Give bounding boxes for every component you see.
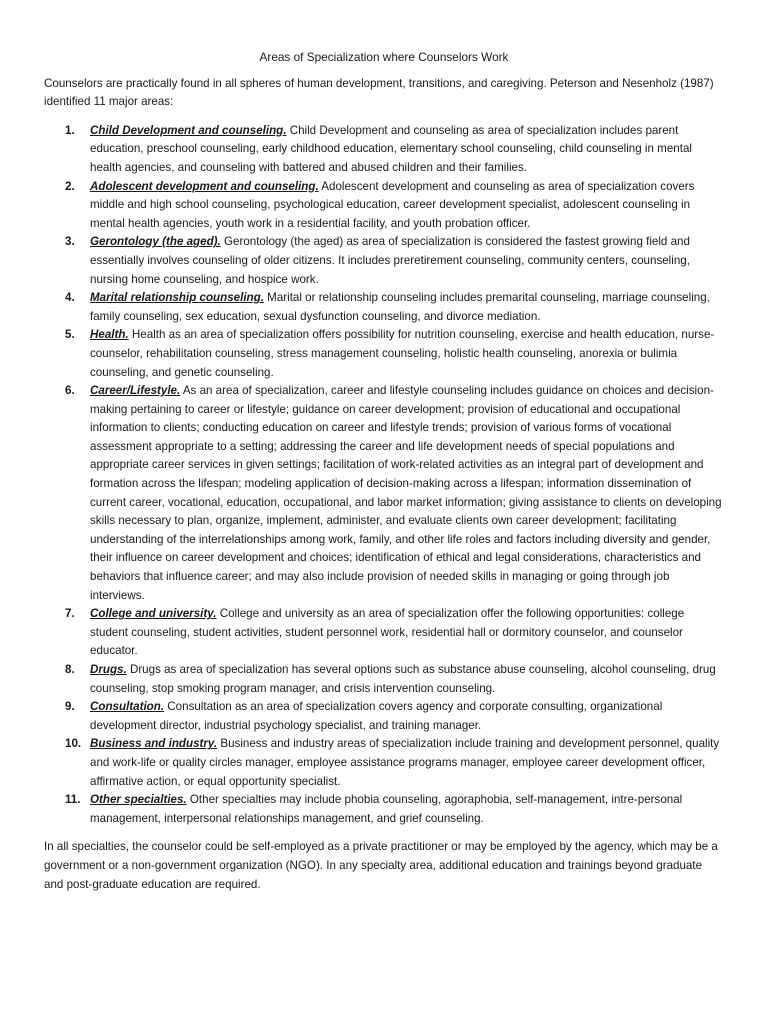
item-body: Marital or relationship counseling includes premarital counseling, marriage counseling, family counseling, sex education, sexual dysfunction counseling, and divorce mediation. [90,291,710,323]
item-number: 3. [65,235,75,249]
list-item [44,661,724,698]
item-number: 5. [65,328,75,342]
list-item [44,178,724,234]
list-item [44,289,724,326]
item-heading: Health. [90,328,129,342]
item-heading: Marital relationship counseling. [90,291,264,305]
list-item [44,791,724,828]
item-body: Adolescent development and counseling as area of specialization covers middle and high school counseling, psychological education, career development specialist, adolescent counseling in mental health agencies, youth work in a residential facility, and youth probation officer. [90,179,695,230]
item-number: 4. [65,291,75,305]
item-number: 9. [65,700,75,714]
list-item [44,698,724,735]
item-heading: Career/Lifestyle. [90,384,181,398]
list-item [44,605,724,661]
list-item [44,233,724,289]
item-body: Drugs as area of specialization has several options such as substance abuse counseling, alcohol counseling, drug counseling, stop smoking program manager, and crisis intervention counseling. [90,663,716,695]
item-heading: Adolescent development and counseling. [90,179,319,193]
item-number: 11. [65,793,81,807]
item-number: 1. [65,123,75,137]
list-item [44,122,724,178]
item-body: Consultation as an area of specialization covers agency and corporate consulting, organizational development director, industrial psychology specialist, and training manager. [90,700,663,732]
item-heading: Gerontology (the aged). [90,235,221,249]
item-body: Business and industry areas of specialization include training and development personnel, quality and work-life or quality circles manager, employee assistance programs manager, employee career development officer, affirmative action, or equal opportunity specialist. [90,737,720,788]
item-number: 8. [65,663,75,676]
item-heading: Drugs. [90,663,127,676]
item-number: 6. [65,384,75,398]
item-heading: Other specialties. [90,793,187,807]
item-heading: Child Development and counseling. [90,123,287,137]
item-heading: Consultation. [90,700,165,714]
item-heading: Business and industry. [90,737,218,751]
item-number: 7. [65,607,75,621]
item-number: 10. [65,737,82,751]
list-item [44,382,724,605]
item-heading: College and university. [90,607,217,621]
intro-paragraph: Counselors are practically found in all spheres of human development, transitions, and caregiving. Peterson and Nesenholz (1987) identified 11 major areas: [44,76,714,109]
list-item [44,735,724,791]
item-body: Child Development and counseling as area of specialization includes parent education, preschool counseling, early childhood education, elementary school counseling, child counseling in mental health agencies, and counseling with battered and abused children and their families. [90,123,692,174]
item-number: 2. [65,179,75,193]
item-body: College and university as an area of specialization offer the following opportunities: college student counseling, student activities, student personnel work, residential hall or dormitory counselor, and counselor educator. [90,607,685,658]
closing-paragraph: In all specialties, the counselor could be self-employed as a private practitioner or may be employed by the agency, which may be a government or a non-government organization (NGO). In any specialty area, additional education and trainings beyond graduate and post-graduate education are required. [44,840,718,891]
item-body: Gerontology (the aged) as area of specialization is considered the fastest growing field and essentially involves counseling of older citizens. It includes preretirement counseling, community centers, counseling, nursing home counseling, and hospice work. [90,235,690,286]
item-body: Other specialties may include phobia counseling, agoraphobia, self-management, intre-personal management, interpersonal relationships management, and grief counseling. [90,793,683,825]
list-item [44,326,724,382]
item-body: As an area of specialization, career and lifestyle counseling includes guidance on choices and decision-making pertaining to career or lifestyle; guidance on career development; provision of educational and occupational information to clients; conducting education on career and lifestyle trends; provision of various forms of vocational assessment appropriate to a setting; addressing the career and life development needs of special populations and appropriate career services in given settings; facilitation of work-related activities as an integral part of development and formation across the lifespan; modeling application of decision-making across a lifespan; information dissemination of current career, vocational, education, occupational, and labor market information; giving assistance to clients on developing skills necessary to plan, organize, implement, administer, and evaluate clients own career development; facilitating understanding of the interrelationships among work, family, and other life roles and factors including diversity and gender, their influence on career development and choices; identification of ethical and legal considerations, characteristics and behaviors that influence career; and may also include provision of needed skills in managing or going through job interviews. [90,384,722,602]
item-body: Health as an area of specialization offers possibility for nutrition counseling, exercise and health education, nurse-counselor, rehabilitation counseling, stress management counseling, holistic health counseling, anorexia or bulimia counseling, and genetic counseling. [90,328,715,379]
specialization-list [44,122,724,829]
document-title: Areas of Specialization where Counselors Work [259,50,509,64]
